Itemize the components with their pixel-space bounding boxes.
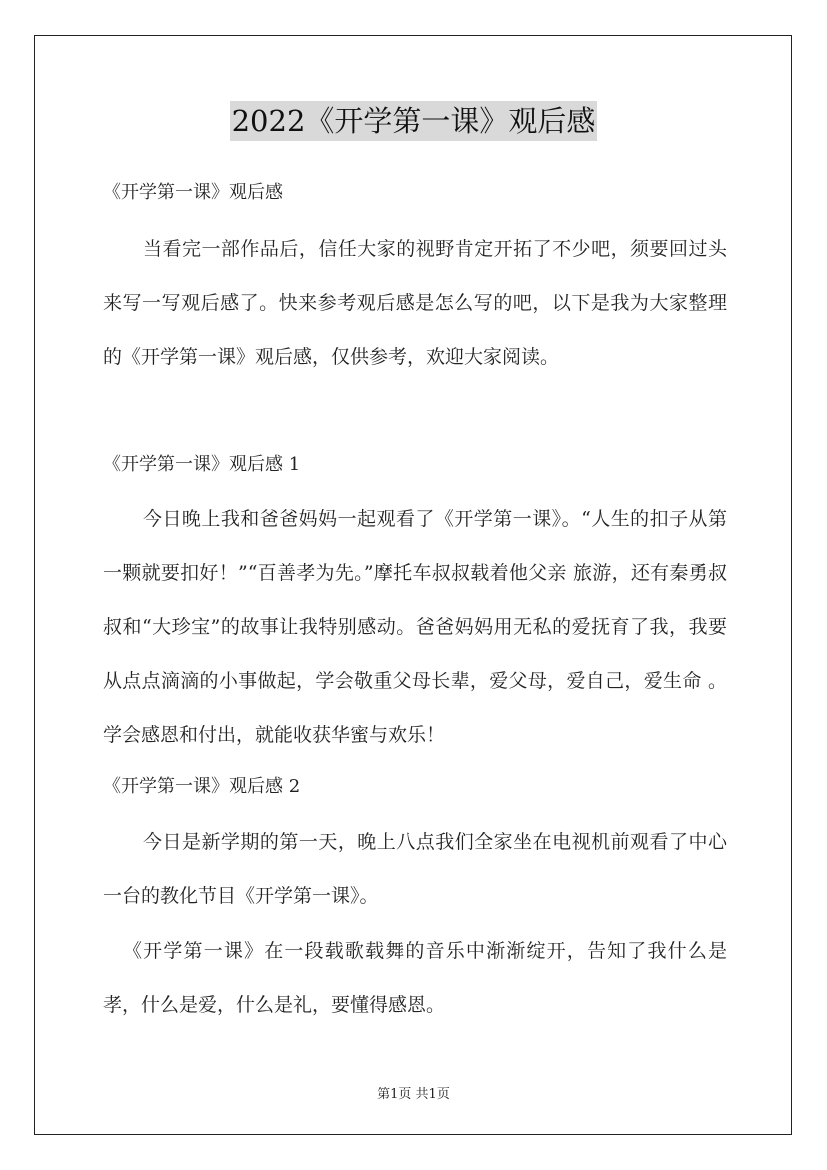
page-footer: 第1页 共1页 xyxy=(377,1087,450,1102)
section-1-body: 今日晚上我和爸爸妈妈一起观看了《开学第一课》。“人生的扣子从第一颗就要扣好！”“百善孝为先。”摩托车叔叔载着他父亲 旅游，还有秦勇叔叔和“大珍宝”的故事让我特别感动。爸爸妈妈用无私的爱抚育了我，我要从点点滴滴的小事做起，学会敬重父母长辈，爱父母，爱自己，爱生命 。学会感恩和付出，就能收获华蜜与欢乐！ xyxy=(103,508,727,746)
document-title: 2022《开学第一课》观后感 xyxy=(230,101,598,141)
section-2-heading: 《开学第一课》观后感 2 xyxy=(103,776,301,797)
intro-paragraph: 当看完一部作品后，信任大家的视野肯定开拓了不少吧，须要回过头来写一写观后感了。快来参考观后感是怎么写的吧，以下是我为大家整理的《开学第一课》观后感，仅供参考，欢迎大家阅读。 xyxy=(103,238,727,368)
subtitle: 《开学第一课》观后感 xyxy=(103,182,283,203)
section-2-paragraph-1: 今日是新学期的第一天，晚上八点我们全家坐在电视机前观看了中心一台的教化节目《开学第一课》。 xyxy=(103,831,727,907)
title-container xyxy=(0,101,827,141)
section-1-heading: 《开学第一课》观后感 1 xyxy=(103,454,301,475)
section-2-paragraph-2: 《开学第一课》在一段载歌载舞的音乐中渐渐绽开，告知了我什么是孝，什么是爱，什么是礼，要懂得感恩。 xyxy=(103,940,727,1016)
